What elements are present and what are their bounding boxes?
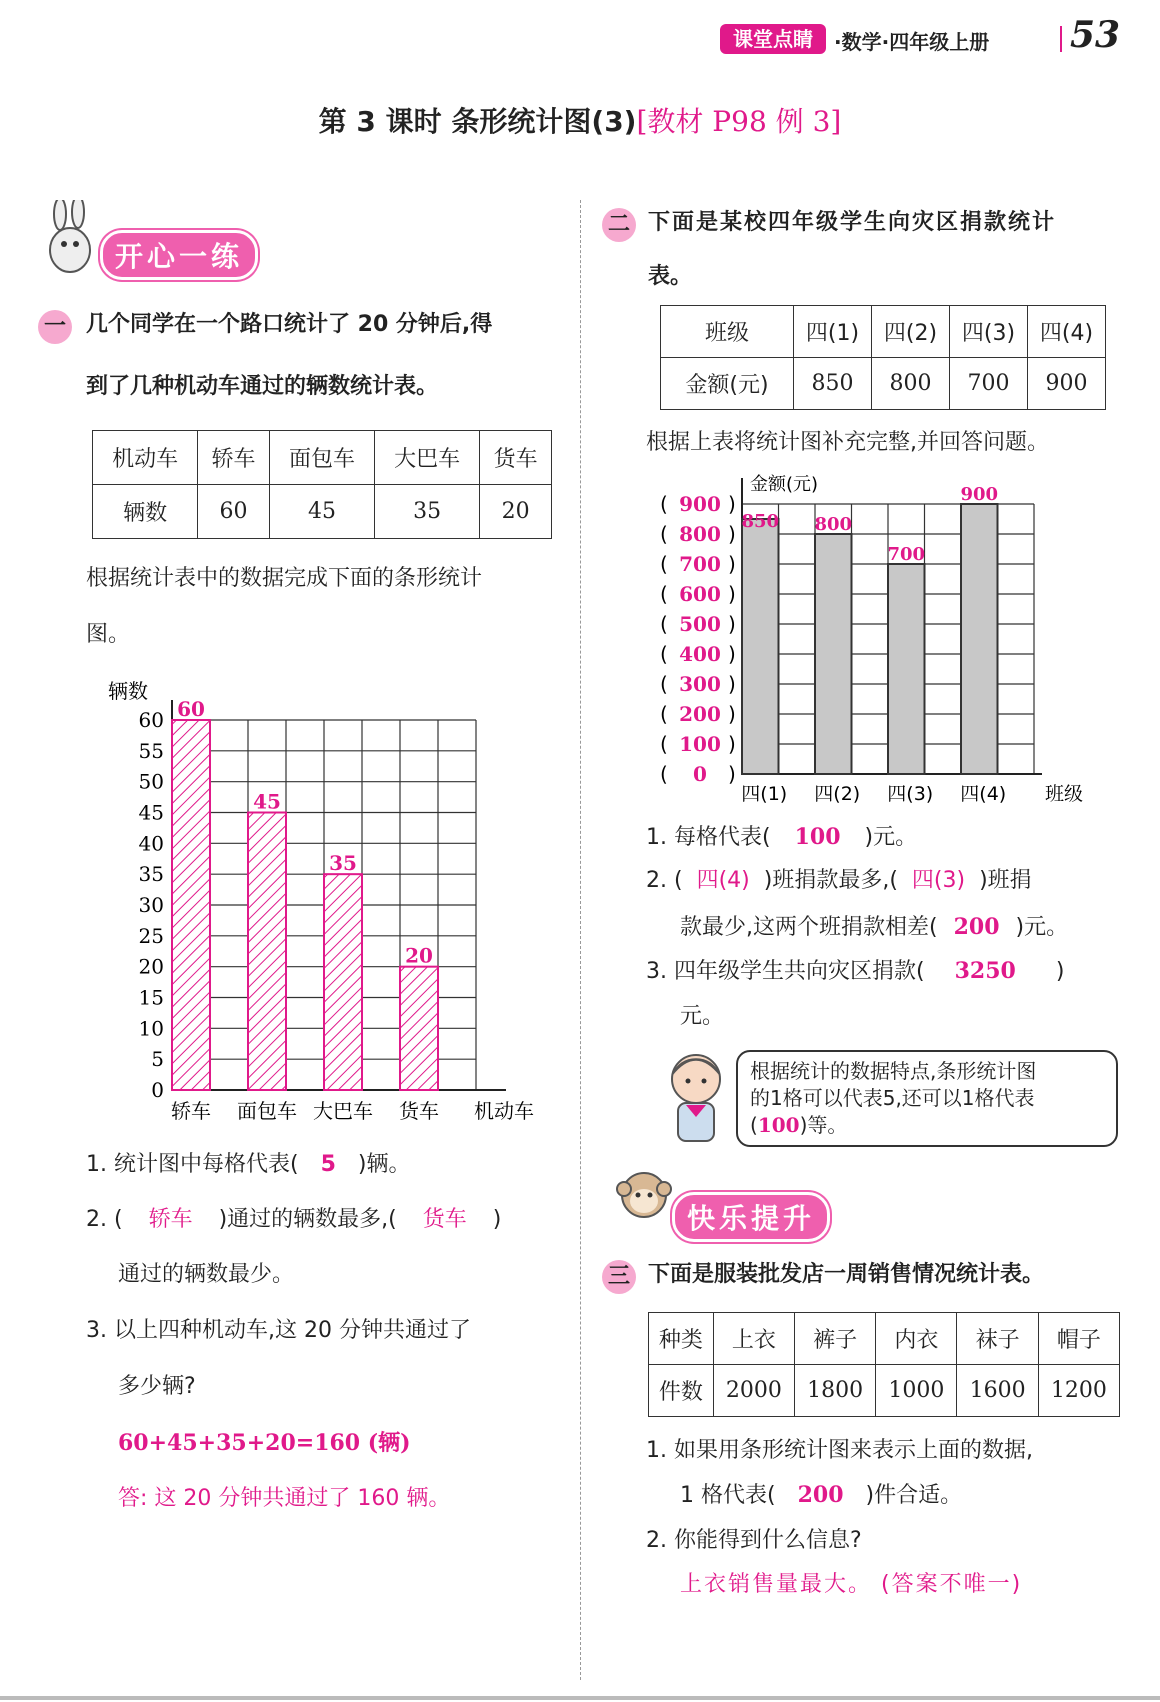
donation-table-cell: 700 bbox=[950, 358, 1028, 410]
vehicle-table-header: 面包车 bbox=[269, 431, 374, 485]
clothing-table-header: 种类 bbox=[649, 1313, 714, 1365]
y-tick-label: 50 bbox=[138, 769, 164, 794]
question-2-instruction: 根据上表将统计图补充完整,并回答问题。 bbox=[646, 430, 1049, 455]
section-advanced-label: 快乐提升 bbox=[672, 1192, 830, 1242]
x-tick-label: 面包车 bbox=[237, 1099, 297, 1120]
y-tick-bracket: ( bbox=[660, 522, 668, 546]
q3-sub1-post: )件合适。 bbox=[865, 1483, 963, 1508]
y-tick-bracket: ( bbox=[660, 582, 668, 606]
y-tick-bracket: ) bbox=[728, 492, 736, 516]
y-tick-label: 25 bbox=[138, 923, 164, 948]
x-tick-label: 四(4) bbox=[960, 783, 1007, 805]
girl-mascot bbox=[662, 1045, 732, 1149]
question-1-calculation: 60+45+35+20=160 (辆) bbox=[118, 1430, 411, 1456]
vehicle-table-cell: 20 bbox=[480, 485, 552, 539]
q2-sub2-answer3: 200 bbox=[953, 914, 1000, 940]
vehicle-table-cell: 45 bbox=[269, 485, 374, 539]
clothing-table-header: 帽子 bbox=[1038, 1313, 1119, 1365]
section-advanced bbox=[672, 1192, 830, 1242]
clothing-table-header: 上衣 bbox=[713, 1313, 794, 1365]
y-tick-label: 600 bbox=[679, 582, 721, 606]
x-tick-label: 四(3) bbox=[887, 783, 934, 805]
monkey-mascot bbox=[612, 1165, 676, 1239]
page-number: 53 bbox=[1070, 14, 1121, 56]
y-tick-label: 20 bbox=[138, 954, 164, 979]
tip-line1: 根据统计的数据特点,条形统计图 bbox=[750, 1059, 1037, 1083]
y-tick-label: 45 bbox=[138, 800, 164, 825]
vehicle-table-header: 机动车 bbox=[93, 431, 198, 485]
question-3-prompt: 下面是服装批发店一周销售情况统计表。 bbox=[648, 1262, 1045, 1287]
y-tick-bracket: ( bbox=[660, 642, 668, 666]
y-tick-label: 0 bbox=[151, 1078, 164, 1102]
q1-sub2-answer1: 轿车 bbox=[148, 1207, 193, 1232]
y-tick-label: 300 bbox=[679, 672, 721, 696]
clothing-table-header: 裤子 bbox=[794, 1313, 875, 1365]
bar bbox=[742, 519, 779, 774]
bar bbox=[324, 874, 362, 1090]
x-tick-label: 四(2) bbox=[814, 783, 861, 805]
y-tick-bracket: ) bbox=[728, 582, 736, 606]
bar-value-label: 900 bbox=[960, 484, 999, 505]
y-tick-bracket: ) bbox=[728, 552, 736, 576]
question-1-sub3-line2: 多少辆? bbox=[118, 1374, 196, 1399]
q2-sub2-post: )班捐 bbox=[979, 868, 1032, 893]
donation-table bbox=[660, 305, 1106, 410]
y-tick-bracket: ( bbox=[660, 552, 668, 576]
question-1-sub2-line2: 通过的辆数最少。 bbox=[118, 1262, 295, 1287]
donation-table-header: 班级 bbox=[661, 306, 794, 358]
tip-line2: 的1格可以代表5,还可以1格代表 bbox=[750, 1086, 1035, 1110]
y-tick-label: 400 bbox=[679, 642, 721, 666]
question-1-sub3-line1: 3. 以上四种机动车,这 20 分钟共通过了 bbox=[86, 1318, 471, 1343]
vehicle-table-header: 轿车 bbox=[198, 431, 270, 485]
y-tick-bracket: ) bbox=[728, 732, 736, 756]
question-1-sub1 bbox=[86, 1150, 410, 1180]
y-tick-bracket: ) bbox=[728, 702, 736, 726]
y-tick-label: 60 bbox=[138, 708, 164, 732]
y-tick-bracket: ( bbox=[660, 492, 668, 516]
vehicle-table-header: 大巴车 bbox=[375, 431, 480, 485]
x-tick-label: 四(1) bbox=[741, 783, 788, 805]
y-tick-bracket: ( bbox=[660, 672, 668, 696]
x-tick-label: 轿车 bbox=[171, 1099, 211, 1120]
y-tick-label: 5 bbox=[151, 1047, 164, 1072]
donation-table-header: 四(3) bbox=[950, 306, 1028, 358]
y-tick-label: 500 bbox=[679, 612, 721, 636]
y-tick-bracket: ( bbox=[660, 612, 668, 636]
y-tick-label: 10 bbox=[138, 1016, 164, 1041]
rabbit-mascot bbox=[36, 200, 106, 284]
question-2-sub3-line2: 元。 bbox=[680, 1004, 725, 1029]
x-tick-label: 货车 bbox=[399, 1099, 439, 1120]
header-divider bbox=[1060, 26, 1062, 52]
vehicle-table-header: 货车 bbox=[480, 431, 552, 485]
y-tick-label: 30 bbox=[138, 893, 164, 917]
question-2-sub2-line2 bbox=[680, 912, 1068, 943]
question-2-sub1 bbox=[646, 822, 917, 853]
clothing-table-header: 袜子 bbox=[957, 1313, 1038, 1365]
clothing-table-cell: 1000 bbox=[876, 1365, 957, 1417]
y-tick-label: 100 bbox=[679, 732, 721, 756]
y-tick-label: 0 bbox=[693, 762, 707, 786]
y-tick-bracket: ) bbox=[728, 762, 736, 786]
y-tick-bracket: ( bbox=[660, 702, 668, 726]
q2-sub1-answer: 100 bbox=[794, 824, 841, 850]
y-tick-label: 15 bbox=[138, 985, 164, 1010]
donation-table-cell: 800 bbox=[872, 358, 950, 410]
y-tick-bracket: ) bbox=[728, 642, 736, 666]
q2-sub2-answer2: 四(3) bbox=[911, 868, 966, 893]
bar-value-label: 35 bbox=[329, 851, 357, 876]
q2-sub2-mid: )班捐款最多,( bbox=[763, 868, 898, 893]
bar-value-label: 800 bbox=[814, 514, 853, 535]
bar bbox=[888, 564, 925, 774]
vehicle-table bbox=[92, 430, 552, 539]
question-1-prompt-line1: 几个同学在一个路口统计了 20 分钟后,得 bbox=[86, 312, 493, 337]
q2-sub2-line2-post: )元。 bbox=[1015, 915, 1069, 940]
bar-value-label: 850 bbox=[741, 511, 780, 532]
tip-box bbox=[736, 1050, 1118, 1147]
q1-sub1-pre: 1. 统计图中每格代表( bbox=[86, 1152, 299, 1177]
q2-sub2-line2-pre: 款最少,这两个班捐款相差( bbox=[680, 915, 938, 940]
bar-value-label: 700 bbox=[887, 544, 926, 565]
donation-table-header: 四(1) bbox=[794, 306, 872, 358]
question-3-answer: 上衣销售量最大。 (答案不唯一) bbox=[680, 1572, 1023, 1597]
y-tick-label: 700 bbox=[679, 552, 721, 576]
question-3-sub1-line1: 1. 如果用条形统计图来表示上面的数据, bbox=[646, 1438, 1033, 1463]
tip-line3-post: )等。 bbox=[799, 1113, 848, 1137]
y-tick-label: 40 bbox=[138, 831, 164, 856]
clothing-table-cell: 1200 bbox=[1038, 1365, 1119, 1417]
q1-sub2-answer2: 货车 bbox=[422, 1207, 467, 1232]
y-tick-label: 800 bbox=[679, 522, 721, 546]
y-tick-bracket: ) bbox=[728, 612, 736, 636]
bar bbox=[815, 534, 852, 774]
question-1-prompt-line2: 到了几种机动车通过的辆数统计表。 bbox=[86, 374, 439, 399]
q2-sub3-post: ) bbox=[1055, 959, 1065, 984]
tip-answer: 100 bbox=[757, 1113, 800, 1137]
question-1-number: 一 bbox=[38, 310, 72, 344]
clothing-table-cell: 2000 bbox=[713, 1365, 794, 1417]
q2-sub3-pre: 3. 四年级学生共向灾区捐款( bbox=[646, 959, 925, 984]
y-axis-label: 辆数 bbox=[108, 679, 148, 703]
bar bbox=[172, 720, 210, 1090]
q2-sub2-answer1: 四(4) bbox=[696, 868, 750, 893]
bar bbox=[400, 967, 438, 1090]
vehicle-table-row-label: 辆数 bbox=[93, 485, 198, 539]
q2-sub1-pre: 1. 每格代表( bbox=[646, 825, 771, 850]
vehicle-table-cell: 60 bbox=[198, 485, 270, 539]
column-divider bbox=[580, 200, 581, 1680]
q2-sub1-post: )元。 bbox=[864, 825, 918, 850]
y-tick-bracket: ) bbox=[728, 522, 736, 546]
y-tick-label: 200 bbox=[679, 702, 721, 726]
tip-line3: (100)等。 bbox=[750, 1113, 848, 1137]
clothing-table-row-label: 件数 bbox=[649, 1365, 714, 1417]
page-bottom-border bbox=[0, 1696, 1160, 1700]
question-2-prompt-line2: 表。 bbox=[648, 264, 693, 289]
donation-table-header: 四(2) bbox=[872, 306, 950, 358]
lesson-title-reference: [教材 P98 例 3] bbox=[636, 105, 842, 138]
question-1-instruction-line1: 根据统计表中的数据完成下面的条形统计 bbox=[86, 566, 483, 591]
x-axis-label: 机动车 bbox=[474, 1099, 534, 1120]
q1-sub2-mid: )通过的辆数最多,( bbox=[218, 1207, 397, 1232]
x-axis-label: 班级 bbox=[1044, 783, 1084, 805]
clothing-table bbox=[648, 1312, 1120, 1417]
y-tick-label: 900 bbox=[679, 492, 721, 516]
y-tick-bracket: ( bbox=[660, 762, 668, 786]
question-3-number: 三 bbox=[602, 1260, 636, 1294]
q2-sub3-answer: 3250 bbox=[954, 958, 1016, 984]
y-axis-label: 金额(元) bbox=[750, 474, 819, 495]
question-1-answer: 答: 这 20 分钟共通过了 160 辆。 bbox=[118, 1486, 451, 1511]
bar-value-label: 20 bbox=[405, 943, 433, 968]
bar-value-label: 45 bbox=[253, 789, 281, 814]
question-3-sub2: 2. 你能得到什么信息? bbox=[646, 1528, 862, 1553]
question-3-sub1-line2 bbox=[680, 1480, 962, 1511]
donation-table-cell: 900 bbox=[1028, 358, 1106, 410]
clothing-table-cell: 1600 bbox=[957, 1365, 1038, 1417]
x-tick-label: 大巴车 bbox=[313, 1099, 373, 1120]
vehicle-table-cell: 35 bbox=[375, 485, 480, 539]
question-2-sub2 bbox=[646, 866, 1032, 896]
q3-sub1-answer: 200 bbox=[797, 1482, 844, 1508]
bar bbox=[248, 813, 286, 1091]
lesson-title-main: 第 3 课时 条形统计图(3) bbox=[318, 105, 637, 138]
question-2-number: 二 bbox=[602, 208, 636, 242]
donation-table-header: 四(4) bbox=[1028, 306, 1106, 358]
question-2-sub3 bbox=[646, 956, 1064, 987]
header-badge: 课堂点睛 bbox=[720, 24, 826, 54]
y-tick-label: 55 bbox=[138, 738, 164, 763]
clothing-table-header: 内衣 bbox=[876, 1313, 957, 1365]
q2-sub2-pre: 2. ( bbox=[646, 868, 683, 893]
y-tick-bracket: ( bbox=[660, 732, 668, 756]
donation-table-cell: 850 bbox=[794, 358, 872, 410]
question-2-prompt-line1: 下面是某校四年级学生向灾区捐款统计 bbox=[648, 210, 1057, 235]
question-1-sub2 bbox=[86, 1205, 501, 1235]
donation-table-row-label: 金额(元) bbox=[661, 358, 794, 410]
donation-bar-chart bbox=[650, 470, 1120, 810]
bar bbox=[961, 504, 998, 774]
clothing-table-cell: 1800 bbox=[794, 1365, 875, 1417]
vehicle-bar-chart bbox=[90, 670, 560, 1120]
bar-value-label: 60 bbox=[177, 697, 205, 721]
lesson-title bbox=[0, 100, 1160, 140]
section-practice-label: 开心一练 bbox=[100, 230, 258, 280]
q3-sub1-pre: 1 格代表( bbox=[680, 1483, 776, 1508]
q1-sub1-post: )辆。 bbox=[357, 1152, 411, 1177]
question-1-instruction-line2: 图。 bbox=[86, 622, 131, 647]
y-tick-label: 35 bbox=[138, 862, 164, 887]
q1-sub1-answer: 5 bbox=[320, 1152, 336, 1177]
y-tick-bracket: ) bbox=[728, 672, 736, 696]
q1-sub2-post: ) bbox=[492, 1207, 502, 1232]
q1-sub2-pre: 2. ( bbox=[86, 1207, 123, 1232]
header-subject: ·数学·四年级上册 bbox=[834, 30, 990, 54]
section-practice bbox=[100, 230, 258, 280]
